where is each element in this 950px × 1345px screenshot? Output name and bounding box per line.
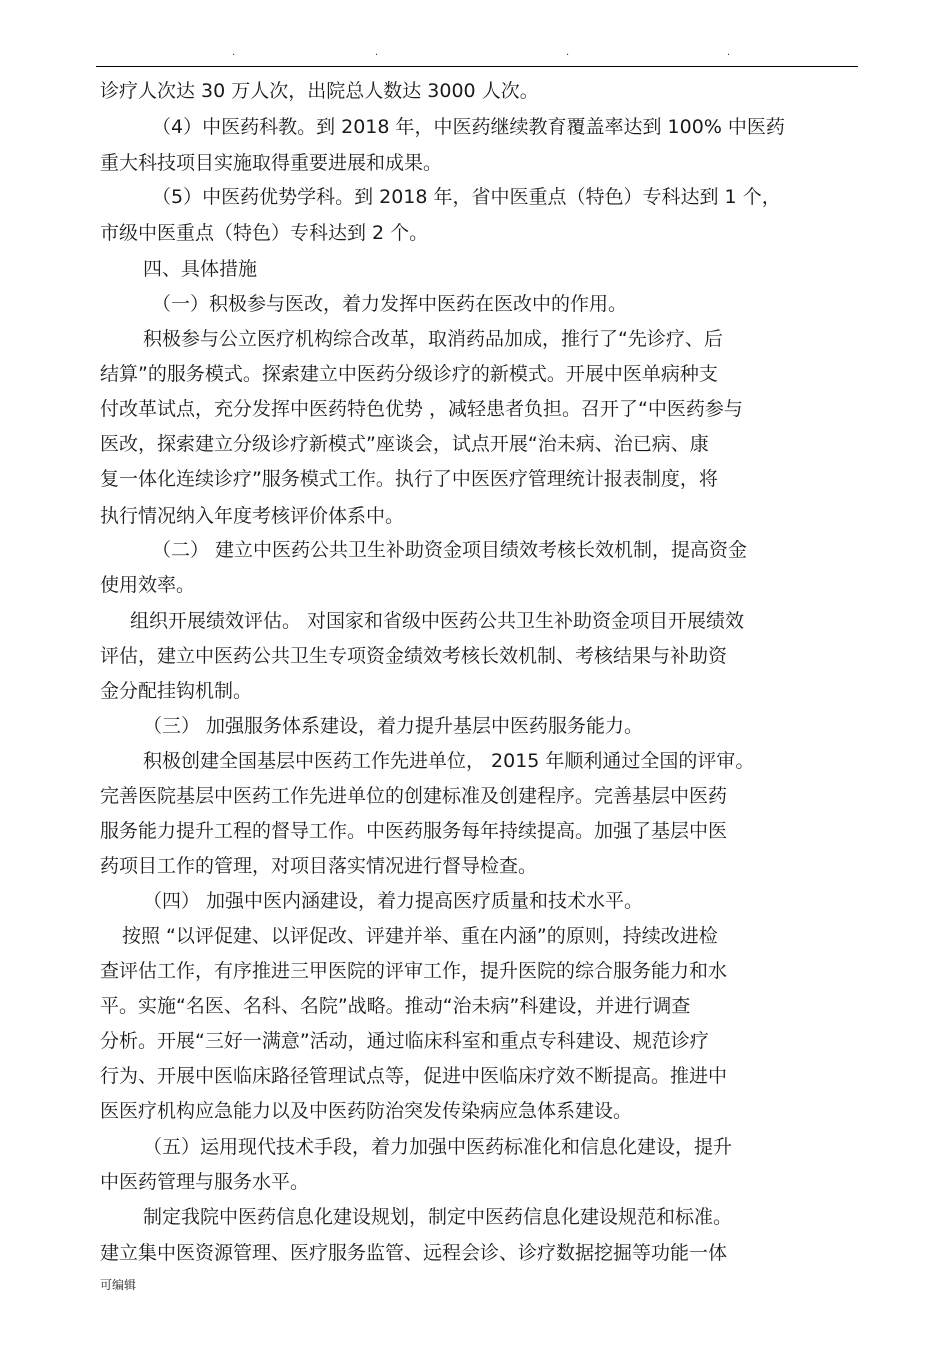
text-line: 结算”的服务模式。探索建立中医药分级诊疗的新模式。开展中医单病种支 xyxy=(100,363,718,385)
text-line: 组织开展绩效评估。 对国家和省级中医药公共卫生补助资金项目开展绩效 xyxy=(130,610,745,632)
text-line: 行为、开展中医临床路径管理试点等，促进中医临床疗效不断提高。推进中 xyxy=(100,1065,728,1087)
text-line: 市级中医重点（特色）专科达到 2 个。 xyxy=(100,222,429,244)
text-line: （4）中医药科教。到 2018 年，中医药继续教育覆盖率达到 100% 中医药 xyxy=(152,116,785,138)
subsection-heading: （四） 加强中医内涵建设，着力提高医疗质量和技术水平。 xyxy=(143,890,644,912)
text-line: 服务能力提升工程的督导工作。中医药服务每年持续提高。加强了基层中医 xyxy=(100,820,728,842)
text-line: 平。实施“名医、名科、名院”战略。推动“治未病”科建设，并进行调查 xyxy=(100,995,691,1017)
header-rule xyxy=(96,66,858,67)
page-header-dots xyxy=(0,48,950,62)
subsection-heading: （一）积极参与医改，着力发挥中医药在医改中的作用。 xyxy=(152,293,628,315)
subsection-heading: （三） 加强服务体系建设，着力提升基层中医药服务能力。 xyxy=(143,715,644,737)
text-line: 评估，建立中医药公共卫生专项资金绩效考核长效机制、考核结果与补助资 xyxy=(100,645,728,667)
text-line: 重大科技项目实施取得重要进展和成果。 xyxy=(100,152,443,174)
header-dot: . xyxy=(232,47,236,58)
text-line: 付改革试点，充分发挥中医药特色优势 ，减轻患者负担。召开了“中医药参与 xyxy=(100,398,743,420)
text-line: 按照 “以评促建、以评促改、评建并举、重在内涵”的原则，持续改进检 xyxy=(122,925,718,947)
text-line: 药项目工作的管理，对项目落实情况进行督导检查。 xyxy=(100,855,538,877)
footer-editable-label: 可编辑 xyxy=(100,1278,137,1292)
header-dot: . xyxy=(566,47,570,58)
header-dot: . xyxy=(375,47,379,58)
subsection-heading: （二） 建立中医药公共卫生补助资金项目绩效考核长效机制，提高资金 xyxy=(152,539,748,561)
text-line: 复一体化连续诊疗”服务模式工作。执行了中医医疗管理统计报表制度，将 xyxy=(100,468,718,490)
text-line: 中医药管理与服务水平。 xyxy=(100,1171,310,1193)
text-line: 查评估工作，有序推进三甲医院的评审工作，提升医院的综合服务能力和水 xyxy=(100,960,728,982)
text-line: 分析。开展“三好一满意”活动，通过临床科室和重点专科建设、规范诊疗 xyxy=(100,1030,709,1052)
text-line: 使用效率。 xyxy=(100,574,196,596)
text-line: 建立集中医资源管理、医疗服务监管、远程会诊、诊疗数据挖掘等功能一体 xyxy=(100,1242,728,1264)
text-line: 制定我院中医药信息化建设规划，制定中医药信息化建设规范和标准。 xyxy=(143,1206,733,1228)
text-line: 医改，探索建立分级诊疗新模式”座谈会，试点开展“治未病、治已病、康 xyxy=(100,433,709,455)
subsection-heading: （五）运用现代技术手段，着力加强中医药标准化和信息化建设，提升 xyxy=(143,1136,733,1158)
header-dot: . xyxy=(727,47,731,58)
text-line: 积极创建全国基层中医药工作先进单位， 2015 年顺利通过全国的评审。 xyxy=(143,750,755,772)
text-line: 执行情况纳入年度考核评价体系中。 xyxy=(100,505,405,527)
text-line: 金分配挂钩机制。 xyxy=(100,680,253,702)
section-heading: 四、具体措施 xyxy=(143,258,258,280)
text-line: 诊疗人次达 30 万人次，出院总人数达 3000 人次。 xyxy=(100,80,539,102)
text-line: 积极参与公立医疗机构综合改革，取消药品加成，推行了“先诊疗、后 xyxy=(143,328,723,350)
text-line: （5）中医药优势学科。到 2018 年，省中医重点（特色）专科达到 1 个， xyxy=(152,186,781,208)
text-line: 完善医院基层中医药工作先进单位的创建标准及创建程序。完善基层中医药 xyxy=(100,785,728,807)
text-line: 医医疗机构应急能力以及中医药防治突发传染病应急体系建设。 xyxy=(100,1100,633,1122)
